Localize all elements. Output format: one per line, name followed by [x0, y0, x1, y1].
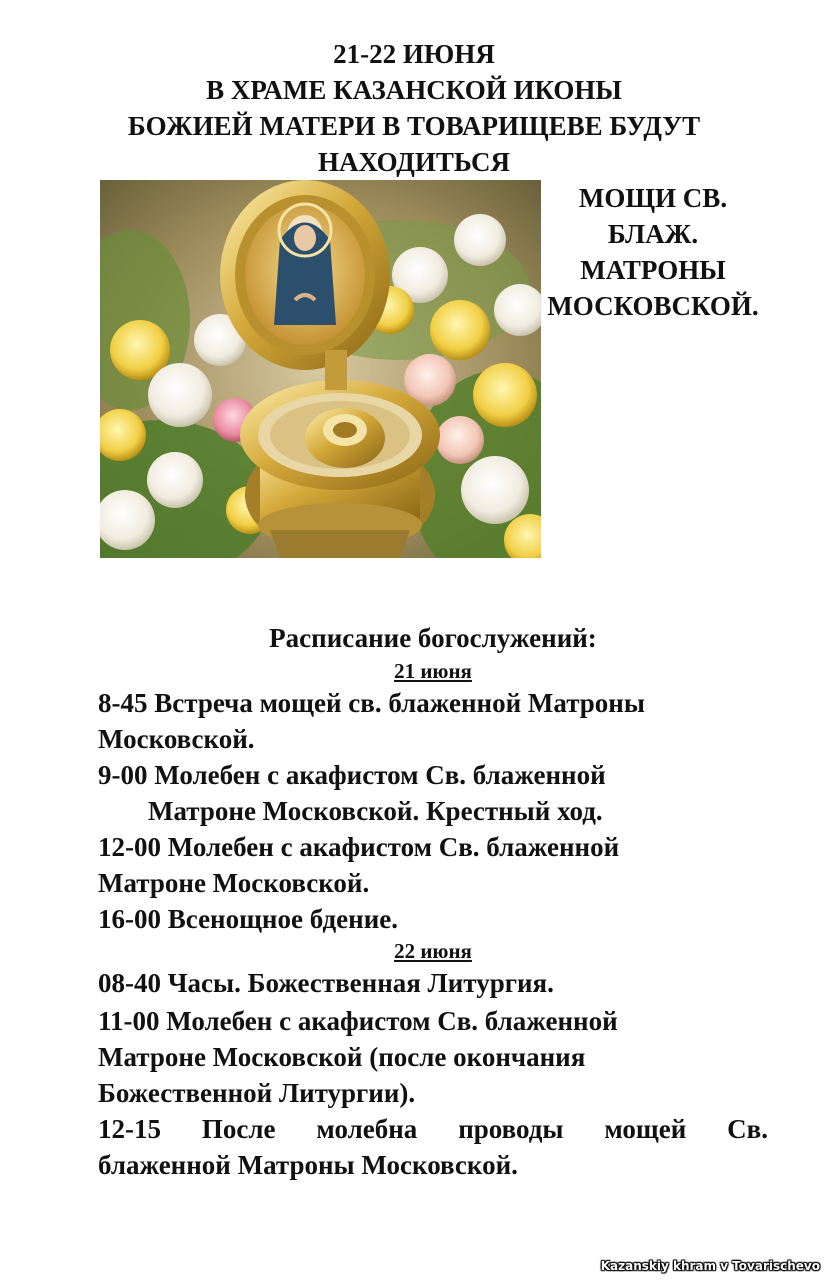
- announcement-header: [0, 36, 828, 180]
- header-line-verb: НАХОДИТЬСЯ: [317, 147, 511, 177]
- date-heading-day2: 22 июня: [394, 939, 472, 963]
- schedule-line: Матроне Московской (после окончания: [98, 1042, 586, 1072]
- schedule-line: блаженной Матроны Московской.: [98, 1150, 518, 1180]
- schedule-line: Московской.: [98, 724, 255, 754]
- relics-line-3: МАТРОНЫ: [580, 255, 726, 285]
- schedule-line: Матроне Московской.: [98, 868, 370, 898]
- schedule-line: 12-00 Молебен с акафистом Св. блаженной: [98, 832, 620, 862]
- schedule-line: 12-15 После молебна проводы мощей Св.: [98, 1114, 768, 1144]
- schedule-title: Расписание богослужений:: [269, 623, 597, 653]
- header-line-church: В ХРАМЕ КАЗАНСКОЙ ИКОНЫ: [206, 75, 622, 105]
- schedule-line: Божественной Литургии).: [98, 1078, 416, 1108]
- schedule-line: Матроне Московской. Крестный ход.: [148, 796, 603, 826]
- schedule-line: 9-00 Молебен с акафистом Св. блаженной: [98, 760, 606, 790]
- schedule-line: 8-45 Встреча мощей св. блаженной Матроны: [98, 688, 645, 718]
- reliquary-photo: [100, 180, 541, 558]
- date-heading-day1: 21 июня: [394, 659, 472, 683]
- relics-line-2: БЛАЖ.: [607, 219, 699, 249]
- schedule-line: 16-00 Всенощное бдение.: [98, 904, 399, 934]
- watermark: Kazanskiy khram v Tovarischevo: [600, 1259, 820, 1273]
- schedule-line: 08-40 Часы. Божественная Литургия.: [98, 968, 554, 998]
- relics-line-4: МОСКОВСКОЙ.: [547, 291, 759, 321]
- relics-line-1: МОЩИ СВ.: [578, 183, 728, 213]
- header-dates: 21-22 ИЮНЯ: [333, 39, 495, 69]
- schedule-line: 11-00 Молебен с акафистом Св. блаженной: [98, 1006, 618, 1036]
- header-line-location: БОЖИЕЙ МАТЕРИ В ТОВАРИЩЕВЕ БУДУТ: [127, 111, 701, 141]
- relics-title: [541, 180, 765, 324]
